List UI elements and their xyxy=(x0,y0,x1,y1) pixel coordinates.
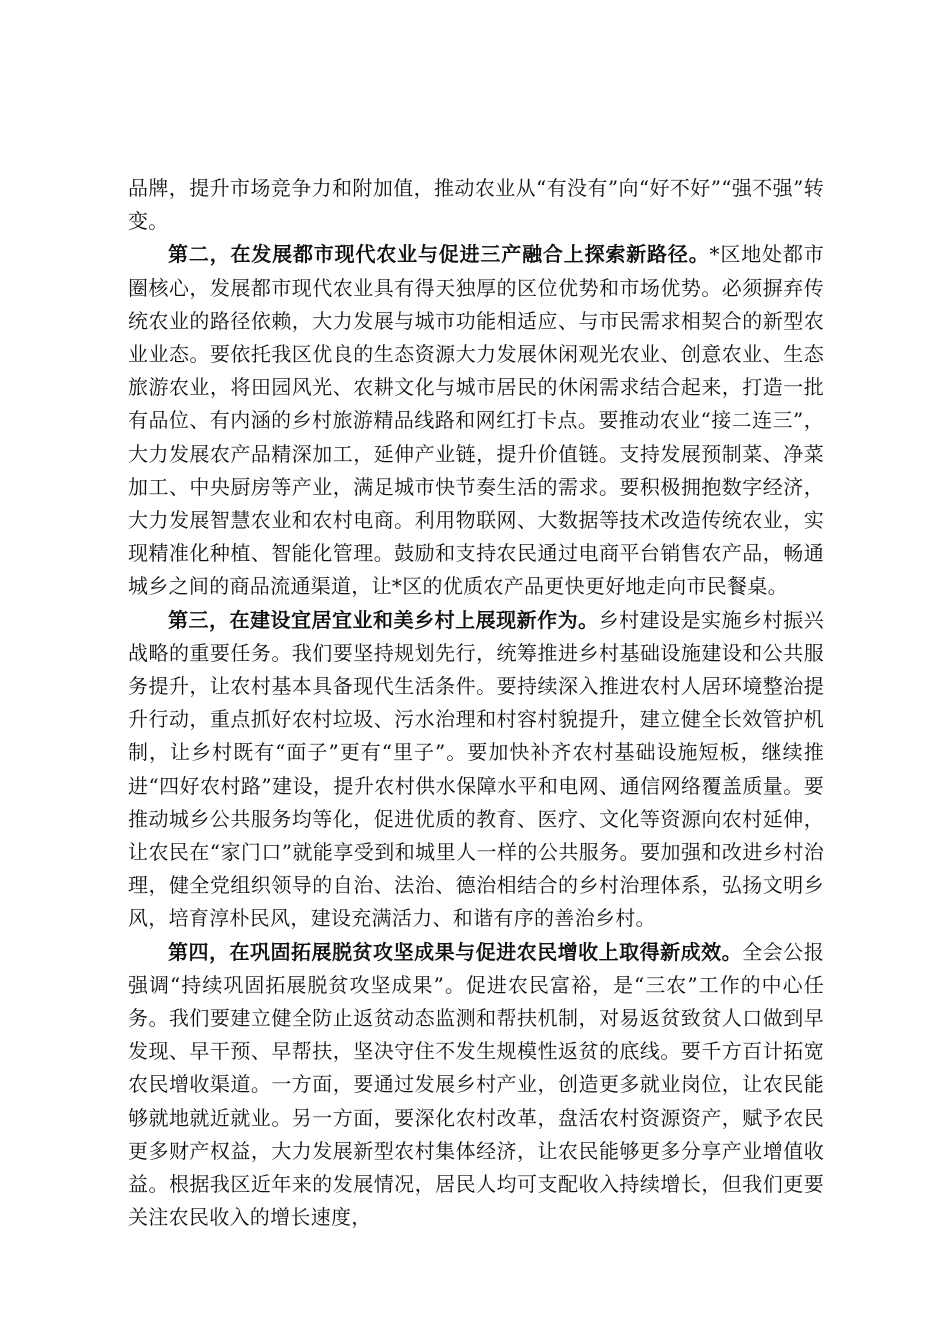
paragraph-continuation xyxy=(128,172,824,238)
paragraph-lead-heading: 第二，在发展都市现代农业与促进三产融合上探索新路径。 xyxy=(168,242,710,267)
document-body xyxy=(128,172,824,1235)
paragraph-lead-heading: 第三，在建设宜居宜业和美乡村上展现新作为。 xyxy=(168,607,599,632)
paragraph-body: 乡村建设是实施乡村振兴战略的重要任务。我们要坚持规划先行，统筹推进乡村基础设施建设和公共服务提升，让农村基本具备现代生活条件。要持续深入推进农村人居环境整治提升行动，重点抓好农村垃圾、污水治理和村容村貌提升，建立健全长效管护机制，让乡村既有“面子”更有“里子”。要加快补齐农村基础设施短板，继续推进“四好农村路”建设，提升农村供水保障水平和电网、通信网络覆盖质量。要推动城乡公共服务均等化，促进优质的教育、医疗、文化等资源向农村延伸，让农民在“家门口”就能享受到和城里人一样的公共服务。要加强和改进乡村治理，健全党组织领导的自治、法治、德治相结合的乡村治理体系，弘扬文明乡风，培育淳朴民风，建设充满活力、和谐有序的善治乡村。 xyxy=(128,607,824,931)
paragraph-fourth-point xyxy=(128,936,824,1235)
paragraph-body: *区地处都市圈核心，发展都市现代农业具有得天独厚的区位优势和市场优势。必须摒弃传统农业的路径依赖，大力发展与城市功能相适应、与市民需求相契合的新型农业业态。要依托我区优良的生态资源大力发展休闲观光农业、创意农业、生态旅游农业，将田园风光、农耕文化与城市居民的休闲需求结合起来，打造一批有品位、有内涵的乡村旅游精品线路和网红打卡点。要推动农业“接二连三”，大力发展农产品精深加工，延伸产业链，提升价值链。支持发展预制菜、净菜加工、中央厨房等产业，满足城市快节奏生活的需求。要积极拥抱数字经济，大力发展智慧农业和农村电商。利用物联网、大数据等技术改造传统农业，实现精准化种植、智能化管理。鼓励和支持农民通过电商平台销售农产品，畅通城乡之间的商品流通渠道，让*区的优质农产品更快更好地走向市民餐桌。 xyxy=(128,242,824,599)
paragraph-second-point xyxy=(128,238,824,603)
paragraph-lead-heading: 第四，在巩固拓展脱贫攻坚成果与促进农民增收上取得新成效。 xyxy=(168,939,743,964)
paragraph-body: 全会公报强调“持续巩固拓展脱贫攻坚成果”。促进农民富裕，是“三农”工作的中心任务。我们要建立健全防止返贫动态监测和帮扶机制，对易返贫致贫人口做到早发现、早干预、早帮扶，坚决守住不发生规模性返贫的底线。要千方百计拓宽农民增收渠道。一方面，要通过发展乡村产业，创造更多就业岗位，让农民能够就地就近就业。另一方面，要深化农村改革，盘活农村资源资产，赋予农民更多财产权益，大力发展新型农村集体经济，让农民能够更多分享产业增值收益。根据我区近年来的发展情况，居民人均可支配收入持续增长，但我们更要关注农民收入的增长速度， xyxy=(128,939,824,1230)
paragraph-body: 品牌，提升市场竞争力和附加值，推动农业从“有没有”向“好不好”“强不强”转变。 xyxy=(128,176,824,234)
paragraph-third-point xyxy=(128,604,824,936)
